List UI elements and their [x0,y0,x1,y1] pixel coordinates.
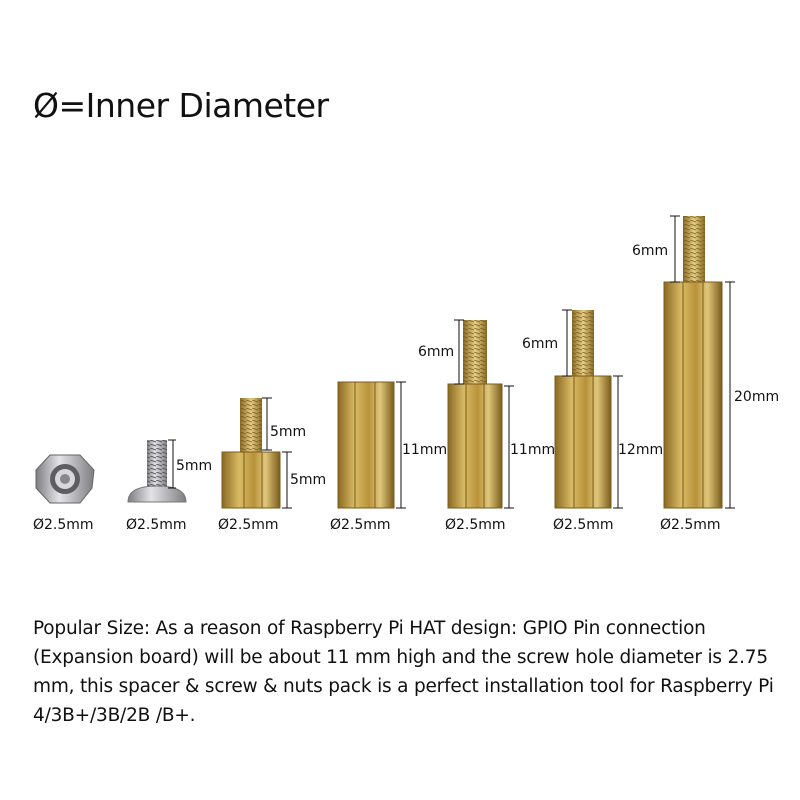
standoff-20mm-body-label: 20mm [734,389,780,405]
standoff-12mm-diameter-label: Ø2.5mm [553,517,614,533]
standoff-5mm-body-label: 5mm [290,472,327,488]
standoff-11mm-body-label: 11mm [510,442,556,458]
hex-nut [36,455,94,503]
standoff-5mm-thread-label: 5mm [270,424,307,440]
standoff-20mm [664,216,735,508]
page-title: Ø=Inner Diameter [33,86,329,125]
standoff-11mm-female [338,382,406,508]
standoff-12mm-body-label: 12mm [618,442,664,458]
description-paragraph: Popular Size: As a reason of Raspberry Pi HAT design: GPIO Pin connection (Expansion board) will be about 11 mm high and the screw hole diameter is 2.75 mm, this spacer & screw & nuts pack is a perfect installation tool for Raspberry Pi 4/3B+/3B/2B /B+. [33,618,774,726]
standoff-11mm-diameter-label: Ø2.5mm [445,517,506,533]
standoff-5mm [222,398,292,508]
standoff-5mm-diameter-label: Ø2.5mm [218,517,279,533]
standoff-11mm [448,320,514,508]
standoff-20mm-thread-label: 6mm [632,243,669,259]
standoff-11mm-female-diameter-label: Ø2.5mm [330,517,391,533]
standoff-20mm-diameter-label: Ø2.5mm [660,517,721,533]
standoff-12mm [555,310,623,508]
standoff-11mm-female-body-label: 11mm [402,442,448,458]
screw-diameter-label: Ø2.5mm [126,517,187,533]
screw-thread-length-label: 5mm [176,458,213,474]
standoff-11mm-thread-label: 6mm [418,344,455,360]
standoff-12mm-thread-label: 6mm [522,336,559,352]
hex-nut-diameter-label: Ø2.5mm [33,517,94,533]
